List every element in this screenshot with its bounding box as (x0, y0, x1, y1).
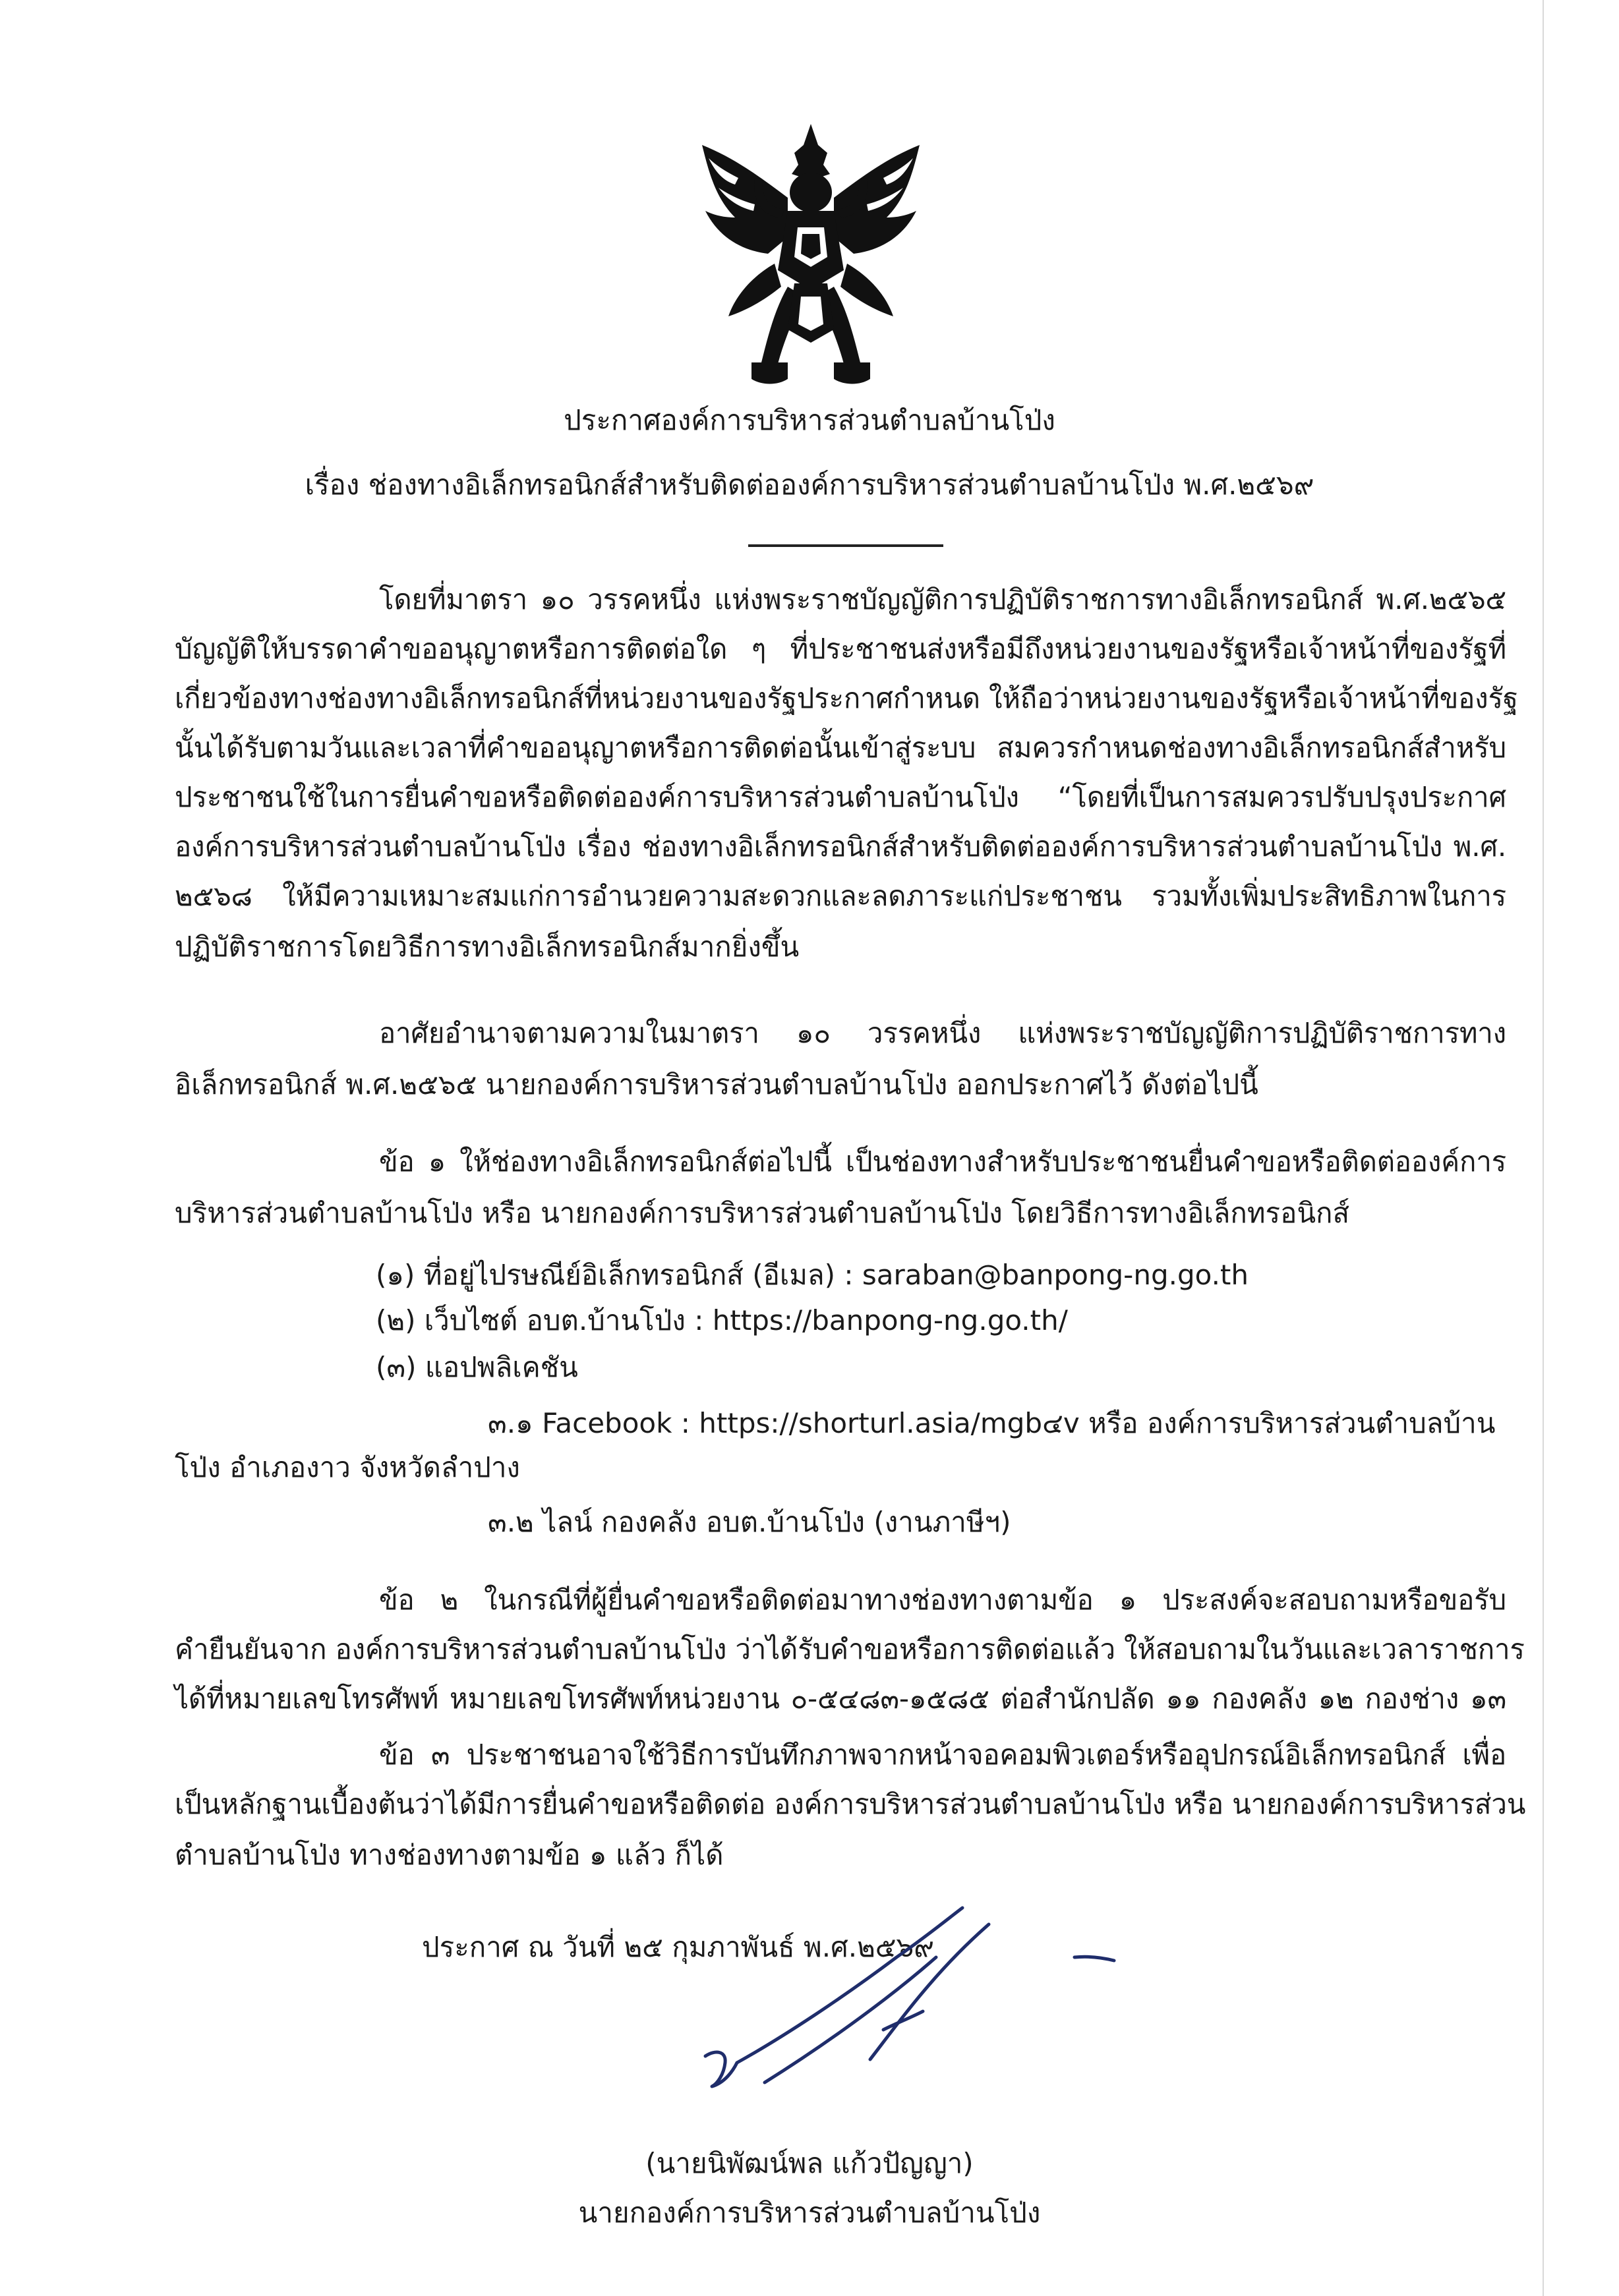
facebook-channel: ๓.๑ Facebook : https://shorturl.asia/mgb๔v หรือ องค์การบริหารส่วนตำบลบ้าน (488, 1407, 1496, 1439)
text-line: บัญญัติให้บรรดาคำขออนุญาตหรือการติดต่อใด ๆ ที่ประชาชนส่งหรือมีถึงหน่วยงานของรัฐหรือเจ้าหน้าที่ของรัฐที่ (175, 633, 1506, 665)
text-line: บริหารส่วนตำบลบ้านโป่ง หรือ นายกองค์การบริหารส่วนตำบลบ้านโป่ง โดยวิธีการทางอิเล็กทรอนิกส์ (175, 1197, 1350, 1229)
line-channel: ๓.๒ ไลน์ กองคลัง อบต.บ้านโป่ง (งานภาษีฯ) (488, 1506, 1011, 1538)
text-line: เกี่ยวข้องทางช่องทางอิเล็กทรอนิกส์ที่หน่วยงานของรัฐประกาศกำหนด ให้ถือว่าหน่วยงานของรัฐหรือเจ้าหน้าที่ของรัฐ (175, 682, 1518, 714)
text-line: องค์การบริหารส่วนตำบลบ้านโป่ง เรื่อง ช่องทางอิเล็กทรอนิกส์สำหรับติดต่อองค์การบริหารส่วนตำบลบ้านโป่ง พ.ศ. (175, 830, 1506, 863)
announcement-title: ประกาศองค์การบริหารส่วนตำบลบ้านโป่ง (564, 404, 1055, 436)
text-line: ตำบลบ้านโป่ง ทางช่องทางตามข้อ ๑ แล้ว ก็ได้ (175, 1839, 724, 1871)
signer-title: นายกองค์การบริหารส่วนตำบลบ้านโป่ง (578, 2196, 1041, 2229)
text-line: เป็นหลักฐานเบื้องต้นว่าได้มีการยื่นคำขอหรือติดต่อ องค์การบริหารส่วนตำบลบ้านโป่ง หรือ นายกองค์การบริหารส่วน (175, 1788, 1526, 1820)
text-line: ประชาชนใช้ในการยื่นคำขอหรือติดต่อองค์การบริหารส่วนตำบลบ้านโป่ง “โดยที่เป็นการสมควรปรับปรุงประกาศ (175, 781, 1506, 813)
text-line: ข้อ ๓ ประชาชนอาจใช้วิธีการบันทึกภาพจากหน้าจอคอมพิวเตอร์หรืออุปกรณ์อิเล็กทรอนิกส์ เพื่อ (379, 1738, 1506, 1771)
page-edge (1543, 0, 1544, 2296)
facebook-channel-cont: โป่ง อำเภองาว จังหวัดลำปาง (175, 1451, 520, 1483)
text-line: คำยืนยันจาก องค์การบริหารส่วนตำบลบ้านโป่ง ว่าได้รับคำขอหรือการติดต่อแล้ว ให้สอบถามในวันและเวลาราชการ (175, 1633, 1525, 1665)
email-channel: (๑) ที่อยู่ไปรษณีย์อิเล็กทรอนิกส์ (อีเมล) : saraban@banpong-ng.go.th (376, 1259, 1249, 1291)
announcement-subject: เรื่อง ช่องทางอิเล็กทรอนิกส์สำหรับติดต่อองค์การบริหารส่วนตำบลบ้านโป่ง พ.ศ.๒๕๖๙ (305, 469, 1314, 501)
application-channel: (๓) แอปพลิเคชัน (376, 1351, 578, 1383)
text-line: ข้อ ๒ ในกรณีที่ผู้ยื่นคำขอหรือติดต่อมาทางช่องทางตามข้อ ๑ ประสงค์จะสอบถามหรือขอรับ (379, 1584, 1506, 1616)
text-line: ข้อ ๑ ให้ช่องทางอิเล็กทรอนิกส์ต่อไปนี้ เป็นช่องทางสำหรับประชาชนยื่นคำขอหรือติดต่อองค์การ (379, 1145, 1506, 1178)
announcement-date: ประกาศ ณ วันที่ ๒๕ กุมภาพันธ์ พ.ศ.๒๕๖๙ (422, 1931, 934, 1963)
text-line: ได้ที่หมายเลขโทรศัพท์ หมายเลขโทรศัพท์หน่วยงาน ๐-๕๔๘๓-๑๕๘๕ ต่อสำนักปลัด ๑๑ กองคลัง ๑๒ กองช่าง ๑๓ (175, 1682, 1506, 1715)
garuda-emblem-icon (689, 119, 933, 395)
text-line: โดยที่มาตรา ๑๐ วรรคหนึ่ง แห่งพระราชบัญญัติการปฏิบัติราชการทางอิเล็กทรอนิกส์ พ.ศ.๒๕๖๕ (379, 583, 1506, 616)
text-line: ปฏิบัติราชการโดยวิธีการทางอิเล็กทรอนิกส์มากยิ่งขึ้น (175, 931, 800, 963)
text-line: อาศัยอำนาจตามความในมาตรา ๑๐ วรรคหนึ่ง แห่งพระราชบัญญัติการปฏิบัติราชการทาง (379, 1017, 1506, 1049)
text-line: อิเล็กทรอนิกส์ พ.ศ.๒๕๖๕ นายกองค์การบริหารส่วนตำบลบ้านโป่ง ออกประกาศไว้ ดังต่อไปนี้ (175, 1068, 1258, 1101)
website-channel: (๒) เว็บไซต์ อบต.บ้านโป่ง : https://banpong-ng.go.th/ (376, 1304, 1068, 1336)
text-line: นั้นได้รับตามวันและเวลาที่คำขออนุญาตหรือการติดต่อนั้นเข้าสู่ระบบ สมควรกำหนดช่องทางอิเล็กทรอนิกส์สำหรับ (175, 732, 1506, 764)
title-divider (748, 544, 943, 547)
handwritten-signature (686, 1898, 1160, 2109)
signer-name: (นายนิพัฒน์พล แก้วปัญญา) (645, 2147, 974, 2179)
text-line: ๒๕๖๘ ให้มีความเหมาะสมแก่การอำนวยความสะดวกและลดภาระแก่ประชาชน รวมทั้งเพิ่มประสิทธิภาพในการ (175, 880, 1506, 912)
